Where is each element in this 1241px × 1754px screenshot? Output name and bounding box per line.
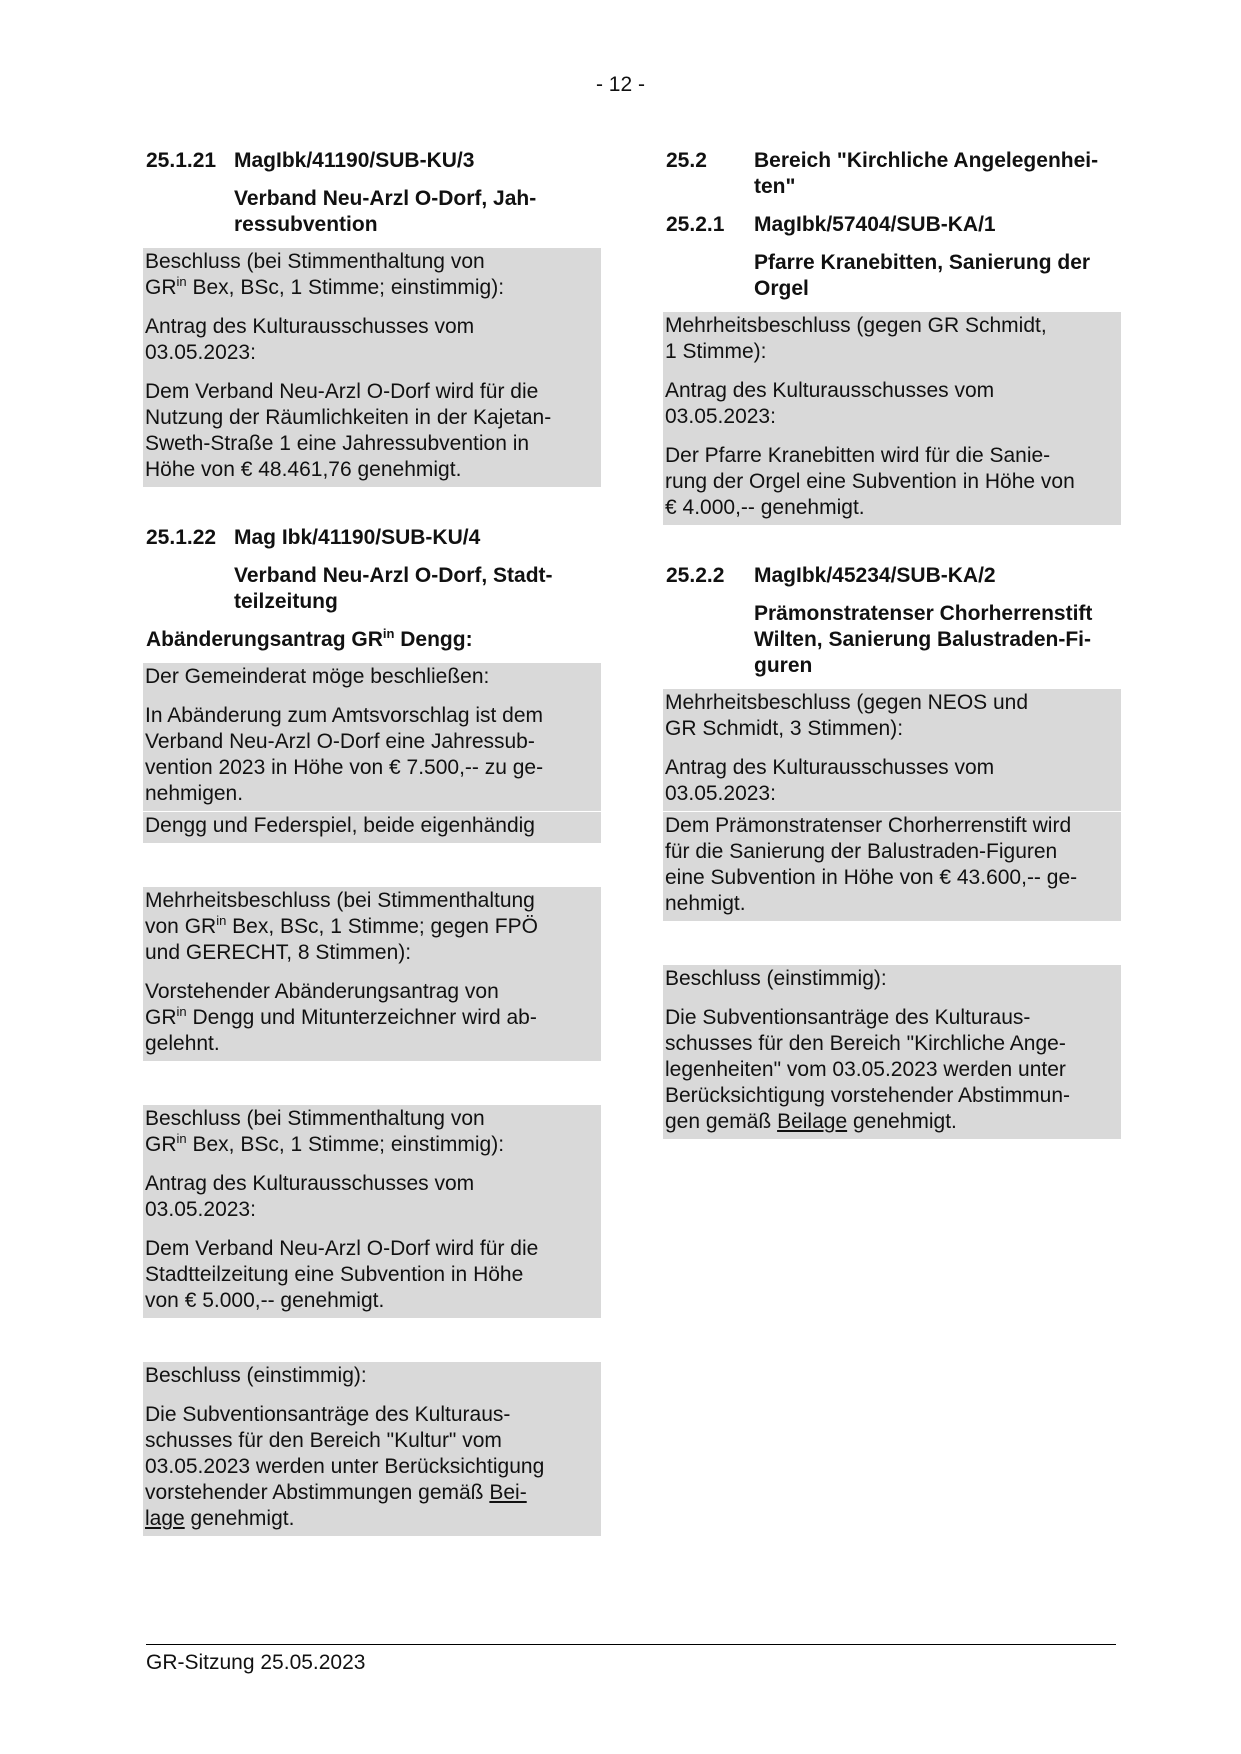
summary-decision-box [143,1362,601,1536]
summary-decision: Beschluss (einstimmig): [665,967,887,990]
page-number: - 12 - [595,73,645,96]
section-number: 25.2 [666,149,707,172]
section-number: 25.1.22 [146,526,217,549]
summary-text: Die Subventionsanträge des Kulturaus- schusses für den Bereich "Kultur" vom 03.05.2023 werden unter Berücksichtigung vorstehender Abstimmungen gemäß Bei- lage genehmigt. [145,1403,545,1530]
section-title [146,186,601,238]
decision-box [663,689,1121,811]
resolution-text: Dem Verband Neu-Arzl O-Dorf wird für die Stadtteilzeitung eine Subvention in Höhe von € 5.000,-- genehmigt. [145,1237,539,1312]
signature-box [143,811,601,843]
section-heading-25-2-1 [666,212,1121,238]
title-line: Prämonstratenser Chorherrenstift [754,602,1093,625]
section-reference: MagIbk/41190/SUB-KU/3 [234,149,475,172]
section-reference: MagIbk/45234/SUB-KA/2 [754,564,996,587]
section-title [146,563,601,615]
decision-box [663,312,1121,525]
left-column [146,148,601,1536]
majority-text: Mehrheitsbeschluss (bei Stimmenthaltung von $GR^{in}$ Bex, BSc, 1 Stimme; gegen FPÖ und GERECHT, 8 Stimmen): [145,889,538,964]
area-title: Bereich "Kirchliche Angelegenhei- ten" [754,149,1099,198]
section-reference: Mag Ibk/41190/SUB-KU/4 [234,526,481,549]
beilage-link[interactable]: Bei- [489,1481,527,1504]
decision-text: Beschluss (bei Stimmenthaltung von $GR^{in}$ Bex, BSc, 1 Stimme; einstimmig): [145,250,505,299]
beilage-link[interactable]: Beilage [777,1110,848,1133]
section-title [666,601,1121,679]
title-line: Orgel [754,277,809,300]
right-column [666,148,1121,1139]
section-reference: MagIbk/57404/SUB-KA/1 [754,213,996,236]
resolution-box [663,811,1121,921]
section-number: 25.1.21 [146,149,217,172]
council-text: Der Gemeinderat möge beschließen: [145,665,490,688]
title-line: Verband Neu-Arzl O-Dorf, Jah- [234,187,537,210]
motion-text: Antrag des Kulturausschusses vom 03.05.2023: [665,756,995,805]
footer-divider [146,1644,1116,1645]
decision-text: Mehrheitsbeschluss (gegen NEOS und GR Schmidt, 3 Stimmen): [665,691,1029,740]
title-line: guren [754,654,813,677]
rejection-text: Vorstehender Abänderungsantrag von $GR^{in}$ Dengg und Mitunterzeichner wird ab- gelehnt. [145,980,537,1055]
footer-text: GR-Sitzung 25.05.2023 [146,1651,366,1674]
section-number: 25.2.1 [666,213,725,236]
summary-decision: Beschluss (einstimmig): [145,1364,367,1387]
amendment-heading: Abänderungsantrag $GR^{in}$ Dengg: [146,626,473,651]
motion-text: Antrag des Kulturausschusses vom 03.05.2023: [145,1172,475,1221]
resolution-text: Dem Verband Neu-Arzl O-Dorf wird für die Nutzung der Räumlichkeiten in der Kajetan- Sweth-Straße 1 eine Jahressubvention in Höhe von € 48.461,76 genehmigt. [145,380,552,481]
resolution-text: Der Pfarre Kranebitten wird für die Sanie- rung der Orgel eine Subvention in Höhe von € 4.000,-- genehmigt. [665,444,1075,519]
section-heading-25-1-21 [146,148,601,174]
majority-decision-box [143,887,601,1061]
summary-decision-box [663,965,1121,1139]
section-heading-25-1-22 [146,525,601,551]
title-line: Wilten, Sanierung Balustraden-Fi- [754,628,1092,651]
title-line: ressubvention [234,213,378,236]
decision-text: Beschluss (bei Stimmenthaltung von $GR^{in}$ Bex, BSc, 1 Stimme; einstimmig): [145,1107,505,1156]
amendment-text: In Abänderung zum Amtsvorschlag ist dem Verband Neu-Arzl O-Dorf eine Jahressub- vention 2023 in Höhe von € 7.500,-- zu ge- nehmigen. [145,704,544,805]
section-number: 25.2.2 [666,564,725,587]
summary-text: Die Subventionsanträge des Kulturaus- schusses für den Bereich "Kirchliche Ange- legenheiten" vom 03.05.2023 werden unter Berücksichtigung vorstehender Abstimmun- gen gemäß Beilage genehmigt. [665,1006,1071,1133]
title-line: Verband Neu-Arzl O-Dorf, Stadt- [234,564,553,587]
decision-box [143,1105,601,1318]
beilage-link[interactable]: lage [145,1507,185,1530]
section-heading-25-2-2 [666,563,1121,589]
section-heading-25-2 [666,148,1121,200]
amendment-box [143,663,601,811]
decision-text: Mehrheitsbeschluss (gegen GR Schmidt, 1 Stimme): [665,314,1047,363]
title-line: Pfarre Kranebitten, Sanierung der [754,251,1091,274]
resolution-text: Dem Prämonstratenser Chorherrenstift wird für die Sanierung der Balustraden-Figuren eine Subvention in Höhe von € 43.600,-- ge- nehmigt. [665,814,1078,915]
decision-box [143,248,601,487]
motion-text: Antrag des Kulturausschusses vom 03.05.2023: [145,315,475,364]
signature-text: Dengg und Federspiel, beide eigenhändig [145,814,535,837]
section-title [666,250,1121,302]
motion-text: Antrag des Kulturausschusses vom 03.05.2023: [665,379,995,428]
title-line: teilzeitung [234,590,338,613]
